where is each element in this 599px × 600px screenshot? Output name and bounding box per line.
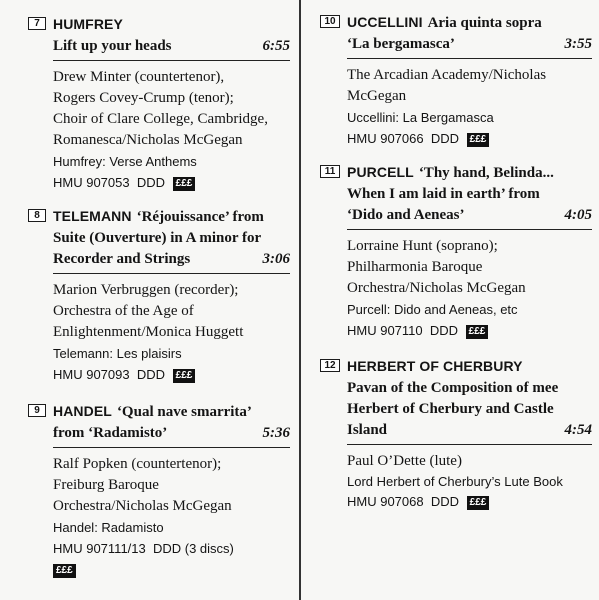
catalog-number: HMU 907066 bbox=[347, 131, 424, 146]
title-line: Lift up your heads 6:55 bbox=[53, 36, 290, 57]
title-line: from ‘Radamisto’ 5:36 bbox=[53, 423, 290, 444]
track-number: 12 bbox=[320, 359, 340, 372]
track-header bbox=[320, 12, 592, 55]
track-title bbox=[320, 356, 592, 441]
composer-name: UCCELLINI bbox=[347, 14, 423, 30]
catalog-number: HMU 907053 bbox=[53, 175, 130, 190]
album-title: Lord Herbert of Cherbury’s Lute Book bbox=[347, 474, 563, 489]
performer-line: Rogers Covey-Crump (tenor); bbox=[53, 90, 234, 106]
track-details bbox=[28, 67, 290, 193]
track-number: 8 bbox=[28, 209, 46, 222]
title-line: Recorder and Strings 3:06 bbox=[53, 249, 290, 270]
track-details bbox=[320, 65, 592, 149]
catalog-number: HMU 907068 bbox=[347, 494, 424, 509]
track-7 bbox=[28, 14, 290, 193]
track-9 bbox=[28, 401, 290, 580]
recording-format: DDD bbox=[429, 323, 459, 338]
divider-rule bbox=[347, 444, 592, 445]
title-line: When I am laid in earth’ from bbox=[347, 186, 540, 202]
composer-name: HANDEL bbox=[53, 403, 112, 419]
catalog-line bbox=[347, 491, 592, 512]
badge-line bbox=[53, 559, 290, 580]
album-title: Uccellini: La Bergamasca bbox=[347, 110, 494, 125]
divider-rule bbox=[347, 229, 592, 230]
composer-name: TELEMANN bbox=[53, 208, 132, 224]
recording-format: DDD bbox=[136, 367, 166, 382]
track-duration: 4:05 bbox=[564, 207, 592, 223]
recording-format: DDD (3 discs) bbox=[152, 541, 234, 556]
performer-line: Paul O’Dette (lute) bbox=[347, 453, 462, 469]
recording-format: DDD bbox=[430, 494, 460, 509]
album-title: Purcell: Dido and Aeneas, etc bbox=[347, 302, 518, 317]
track-title bbox=[320, 162, 592, 226]
track-details bbox=[28, 280, 290, 385]
title-line: ‘Réjouissance’ from bbox=[136, 209, 264, 225]
catalog-line bbox=[347, 128, 592, 149]
performer-line: Orchestra/Nicholas McGegan bbox=[347, 280, 526, 296]
catalog-line bbox=[53, 172, 290, 193]
track-details bbox=[320, 451, 592, 512]
title-line: ‘Dido and Aeneas’ 4:05 bbox=[347, 205, 592, 226]
divider-rule bbox=[53, 273, 290, 274]
performer-line: Drew Minter (countertenor), bbox=[53, 69, 225, 85]
price-badge: £££ bbox=[173, 177, 196, 191]
title-line: ‘Qual nave smarrita’ bbox=[116, 404, 252, 420]
performer-line: Orchestra of the Age of bbox=[53, 303, 194, 319]
price-badge: £££ bbox=[467, 133, 490, 147]
title-line: Herbert of Cherbury and Castle bbox=[347, 401, 554, 417]
track-number: 11 bbox=[320, 165, 340, 178]
track-10 bbox=[320, 12, 592, 149]
title-line: Aria quinta sopra bbox=[427, 15, 542, 31]
catalog-line bbox=[53, 538, 290, 559]
track-duration: 3:06 bbox=[262, 251, 290, 267]
track-header bbox=[320, 356, 592, 441]
track-duration: 3:55 bbox=[564, 36, 592, 52]
album-title: Handel: Radamisto bbox=[53, 520, 164, 535]
price-badge: £££ bbox=[466, 325, 489, 339]
performer-line: Philharmonia Baroque bbox=[347, 259, 483, 275]
performer-line: Marion Verbruggen (recorder); bbox=[53, 282, 239, 298]
track-title bbox=[28, 401, 290, 444]
album-title: Humfrey: Verse Anthems bbox=[53, 154, 197, 169]
album-title: Telemann: Les plaisirs bbox=[53, 346, 182, 361]
title-line: ‘Thy hand, Belinda... bbox=[418, 165, 554, 181]
price-badge: £££ bbox=[467, 496, 490, 510]
catalog-line bbox=[53, 364, 290, 385]
divider-rule bbox=[347, 58, 592, 59]
divider-rule bbox=[53, 447, 290, 448]
track-details bbox=[320, 236, 592, 341]
price-badge: £££ bbox=[173, 369, 196, 383]
performer-line: Lorraine Hunt (soprano); bbox=[347, 238, 498, 254]
column-divider bbox=[299, 0, 301, 600]
performer-line: Freiburg Baroque bbox=[53, 477, 159, 493]
performer-line: McGegan bbox=[347, 88, 407, 104]
catalog-line bbox=[347, 320, 592, 341]
price-badge: £££ bbox=[53, 564, 76, 578]
title-line: Pavan of the Composition of mee bbox=[347, 380, 559, 396]
catalog-number: HMU 907110 bbox=[347, 323, 423, 338]
performer-line: Choir of Clare College, Cambridge, bbox=[53, 111, 268, 127]
track-11 bbox=[320, 162, 592, 341]
track-8 bbox=[28, 206, 290, 385]
title-line: Suite (Ouverture) in A minor for bbox=[53, 230, 262, 246]
performer-line: Orchestra/Nicholas McGegan bbox=[53, 498, 232, 514]
performer-line: Ralf Popken (countertenor); bbox=[53, 456, 222, 472]
recording-format: DDD bbox=[136, 175, 166, 190]
composer-name: PURCELL bbox=[347, 164, 414, 180]
track-duration: 4:54 bbox=[564, 422, 592, 438]
performer-line: Romanesca/Nicholas McGegan bbox=[53, 132, 243, 148]
track-duration: 5:36 bbox=[262, 425, 290, 441]
track-12 bbox=[320, 356, 592, 512]
performer-line: The Arcadian Academy/Nicholas bbox=[347, 67, 547, 83]
track-number: 10 bbox=[320, 15, 340, 28]
track-duration: 6:55 bbox=[262, 38, 290, 54]
track-header bbox=[320, 162, 592, 226]
catalog-number: HMU 907111/13 bbox=[53, 541, 146, 556]
title-line: Island 4:54 bbox=[347, 420, 592, 441]
track-header bbox=[28, 206, 290, 270]
track-title bbox=[320, 12, 592, 55]
track-number: 9 bbox=[28, 404, 46, 417]
catalog-number: HMU 907093 bbox=[53, 367, 130, 382]
recording-format: DDD bbox=[430, 131, 460, 146]
track-header bbox=[28, 14, 290, 57]
performer-line: Enlightenment/Monica Huggett bbox=[53, 324, 244, 340]
track-title bbox=[28, 14, 290, 57]
track-number: 7 bbox=[28, 17, 46, 30]
track-header bbox=[28, 401, 290, 444]
title-line: ‘La bergamasca’ 3:55 bbox=[347, 34, 592, 55]
composer-name: HERBERT OF CHERBURY bbox=[347, 358, 523, 374]
divider-rule bbox=[53, 60, 290, 61]
track-details bbox=[28, 454, 290, 580]
track-title bbox=[28, 206, 290, 270]
composer-name: HUMFREY bbox=[53, 16, 123, 32]
